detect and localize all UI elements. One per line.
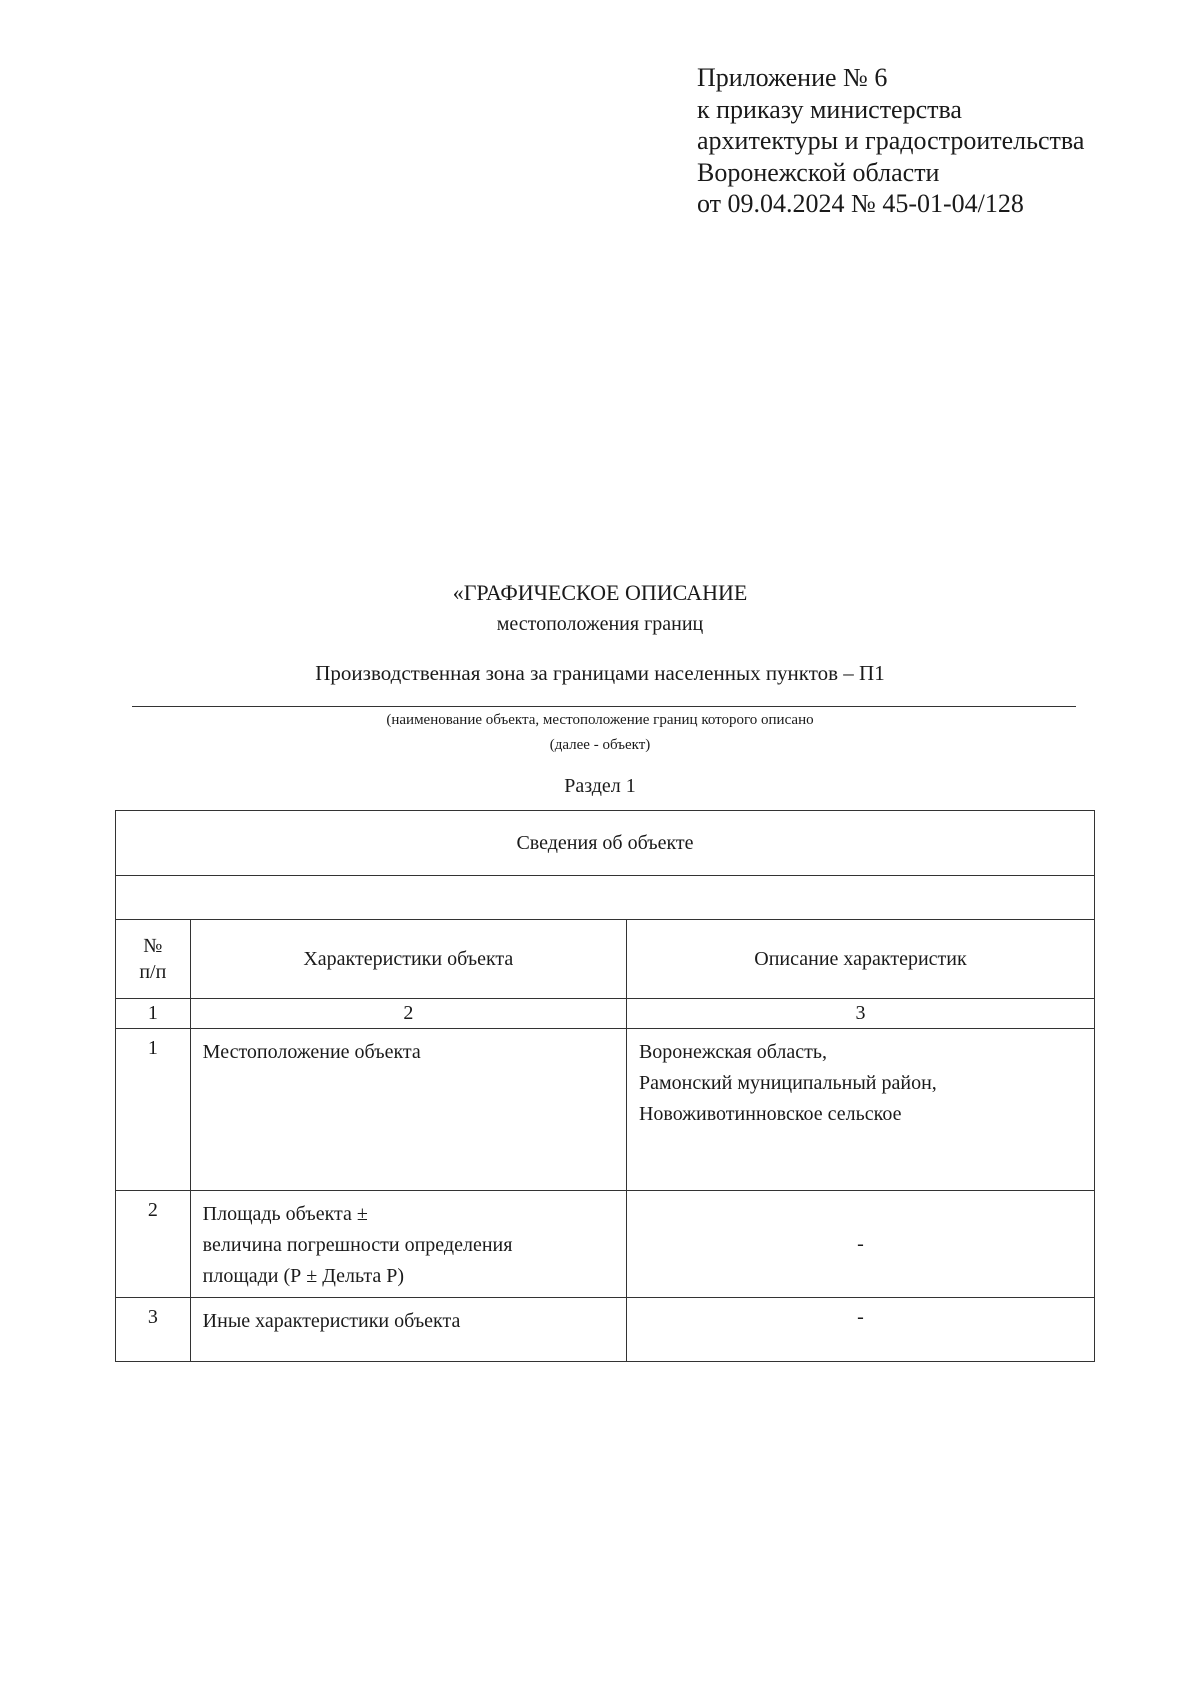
table-column-numbers — [116, 999, 1095, 1029]
object-caption-line2: (далее - объект) — [549, 737, 651, 753]
col-header-characteristics: Характеристики объекта — [190, 920, 626, 999]
table-column-headers — [116, 920, 1095, 999]
col-number-1: 1 — [116, 999, 191, 1029]
appendix-reference — [697, 62, 1084, 220]
row-description-line: Новоживотинновское сельское — [638, 1103, 902, 1125]
row-characteristic — [190, 1029, 626, 1191]
object-name: Производственная зона за границами населенных пунктов – П1 — [315, 661, 885, 685]
appendix-ministry-line: архитектуры и градостроительства — [697, 126, 1085, 155]
row-number: 3 — [116, 1298, 191, 1362]
object-caption-line1: (наименование объекта, местоположение границ которого описано — [386, 712, 814, 728]
row-characteristic-line: величина погрешности определения — [202, 1234, 513, 1256]
table-row — [116, 1298, 1095, 1362]
row-characteristic — [190, 1298, 626, 1362]
document-subtitle: местоположения границ — [496, 613, 704, 635]
row-description: - — [626, 1191, 1094, 1298]
row-characteristic-line: площади (Р ± Дельта Р) — [202, 1265, 405, 1287]
appendix-number: Приложение № 6 — [697, 63, 888, 92]
col-header-num-line2: п/п — [139, 961, 167, 983]
row-description: - — [626, 1298, 1094, 1362]
row-characteristic-line: Местоположение объекта — [202, 1041, 421, 1063]
row-number: 2 — [116, 1191, 191, 1298]
appendix-order-line: к приказу министерства — [697, 94, 962, 124]
row-description-line: Рамонский муниципальный район, — [638, 1072, 937, 1094]
table-empty-cell — [116, 876, 1095, 920]
document-title: «ГРАФИЧЕСКОЕ ОПИСАНИЕ — [452, 580, 748, 605]
col-number-3: 3 — [626, 999, 1094, 1029]
table-row — [116, 1191, 1095, 1298]
table-header: Сведения об объекте — [116, 811, 1095, 876]
col-header-num-line1: № — [143, 935, 163, 957]
appendix-region-line: Воронежской области — [697, 157, 940, 187]
row-characteristic-line: Иные характеристики объекта — [202, 1310, 461, 1332]
col-number-2: 2 — [190, 999, 626, 1029]
row-characteristic — [190, 1191, 626, 1298]
row-description — [626, 1029, 1094, 1191]
row-characteristic-line: Площадь объекта ± — [202, 1203, 368, 1225]
appendix-date-line: от 09.04.2024 № 45-01-04/128 — [697, 189, 1024, 218]
table-empty-row — [116, 876, 1095, 920]
object-info-table — [115, 810, 1095, 1362]
object-name-underline — [132, 706, 1076, 707]
section-title: Раздел 1 — [564, 775, 636, 797]
row-number: 1 — [116, 1029, 191, 1191]
table-row — [116, 1029, 1095, 1191]
col-header-description: Описание характеристик — [626, 920, 1094, 999]
row-description-line: Воронежская область, — [638, 1041, 827, 1063]
col-header-num — [116, 920, 191, 999]
table-header-row — [116, 811, 1095, 876]
